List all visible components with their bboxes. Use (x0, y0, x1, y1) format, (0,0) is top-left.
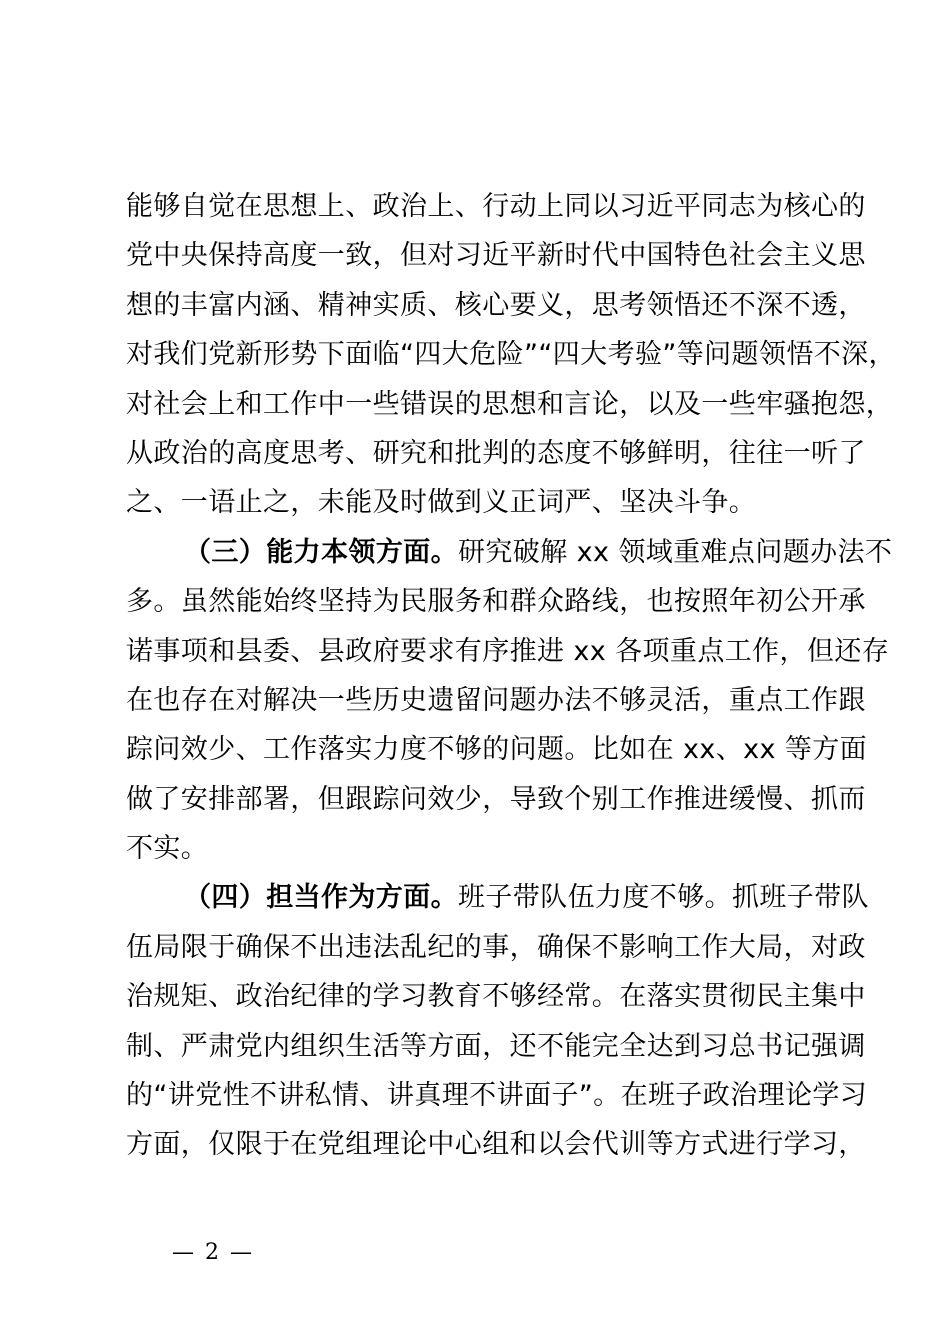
document-body (126, 182, 896, 1170)
text-line: 对社会上和工作中一些错误的思想和言论，以及一些牢骚抱怨， (126, 388, 894, 420)
section-heading: （三）能力本领方面。 (184, 536, 458, 568)
section-text: 研究破解 xx 领域重难点问题办法不 (458, 536, 893, 568)
text-line: 想的丰富内涵、精神实质、核心要义，思考领悟还不深不透， (126, 289, 866, 321)
text-line: 对我们党新形势下面临“四大危险”“四大考验”等问题领悟不深， (126, 339, 896, 371)
text-line: 从政治的高度思考、研究和批判的态度不够鲜明，往往一听了 (126, 437, 866, 469)
section-heading: （四）担当作为方面。 (184, 882, 458, 914)
text-line: 伍局限于确保不出违法乱纪的事，确保不影响工作大局，对政 (126, 931, 866, 963)
text-line: 党中央保持高度一致，但对习近平新时代中国特色社会主义思 (126, 240, 866, 272)
text-line: 制、严肃党内组织生活等方面，还不能完全达到习总书记强调 (126, 1030, 866, 1062)
section-ability (126, 528, 893, 874)
text-line: 做了安排部署，但跟踪问效少，导致个别工作推进缓慢、抓而 (126, 783, 866, 815)
text-line: 能够自觉在思想上、政治上、行动上同以习近平同志为核心的 (126, 191, 866, 222)
section-first-line (126, 873, 869, 922)
text-line: 踪问效少、工作落实力度不够的问题。比如在 xx、xx 等方面 (126, 734, 868, 766)
text-line: 诺事项和县委、县政府要求有序推进 xx 各项重点工作，但还存 (126, 635, 890, 667)
text-line: 多。虽然能始终坚持为民服务和群众路线，也按照年初公开承 (126, 586, 866, 618)
page-number: — 2 — (172, 1240, 254, 1265)
text-line: 治规矩、政治纪律的学习教育不够经常。在落实贯彻民主集中 (126, 981, 866, 1013)
text-line: 之、一语止之，未能及时做到义正词严、坚决斗争。 (126, 487, 757, 519)
section-text: 班子带队伍力度不够。抓班子带队 (458, 882, 869, 914)
text-line: 的“讲党性不讲私情、讲真理不讲面子”。在班子政治理论学习 (126, 1080, 868, 1112)
text-line: 方面，仅限于在党组理论中心组和以会代训等方式进行学习， (126, 1129, 866, 1161)
text-line: 在也存在对解决一些历史遗留问题办法不够灵活，重点工作跟 (126, 684, 866, 716)
section-responsibility (126, 873, 869, 1169)
section-first-line (126, 528, 893, 577)
text-line: 不实。 (126, 833, 209, 865)
